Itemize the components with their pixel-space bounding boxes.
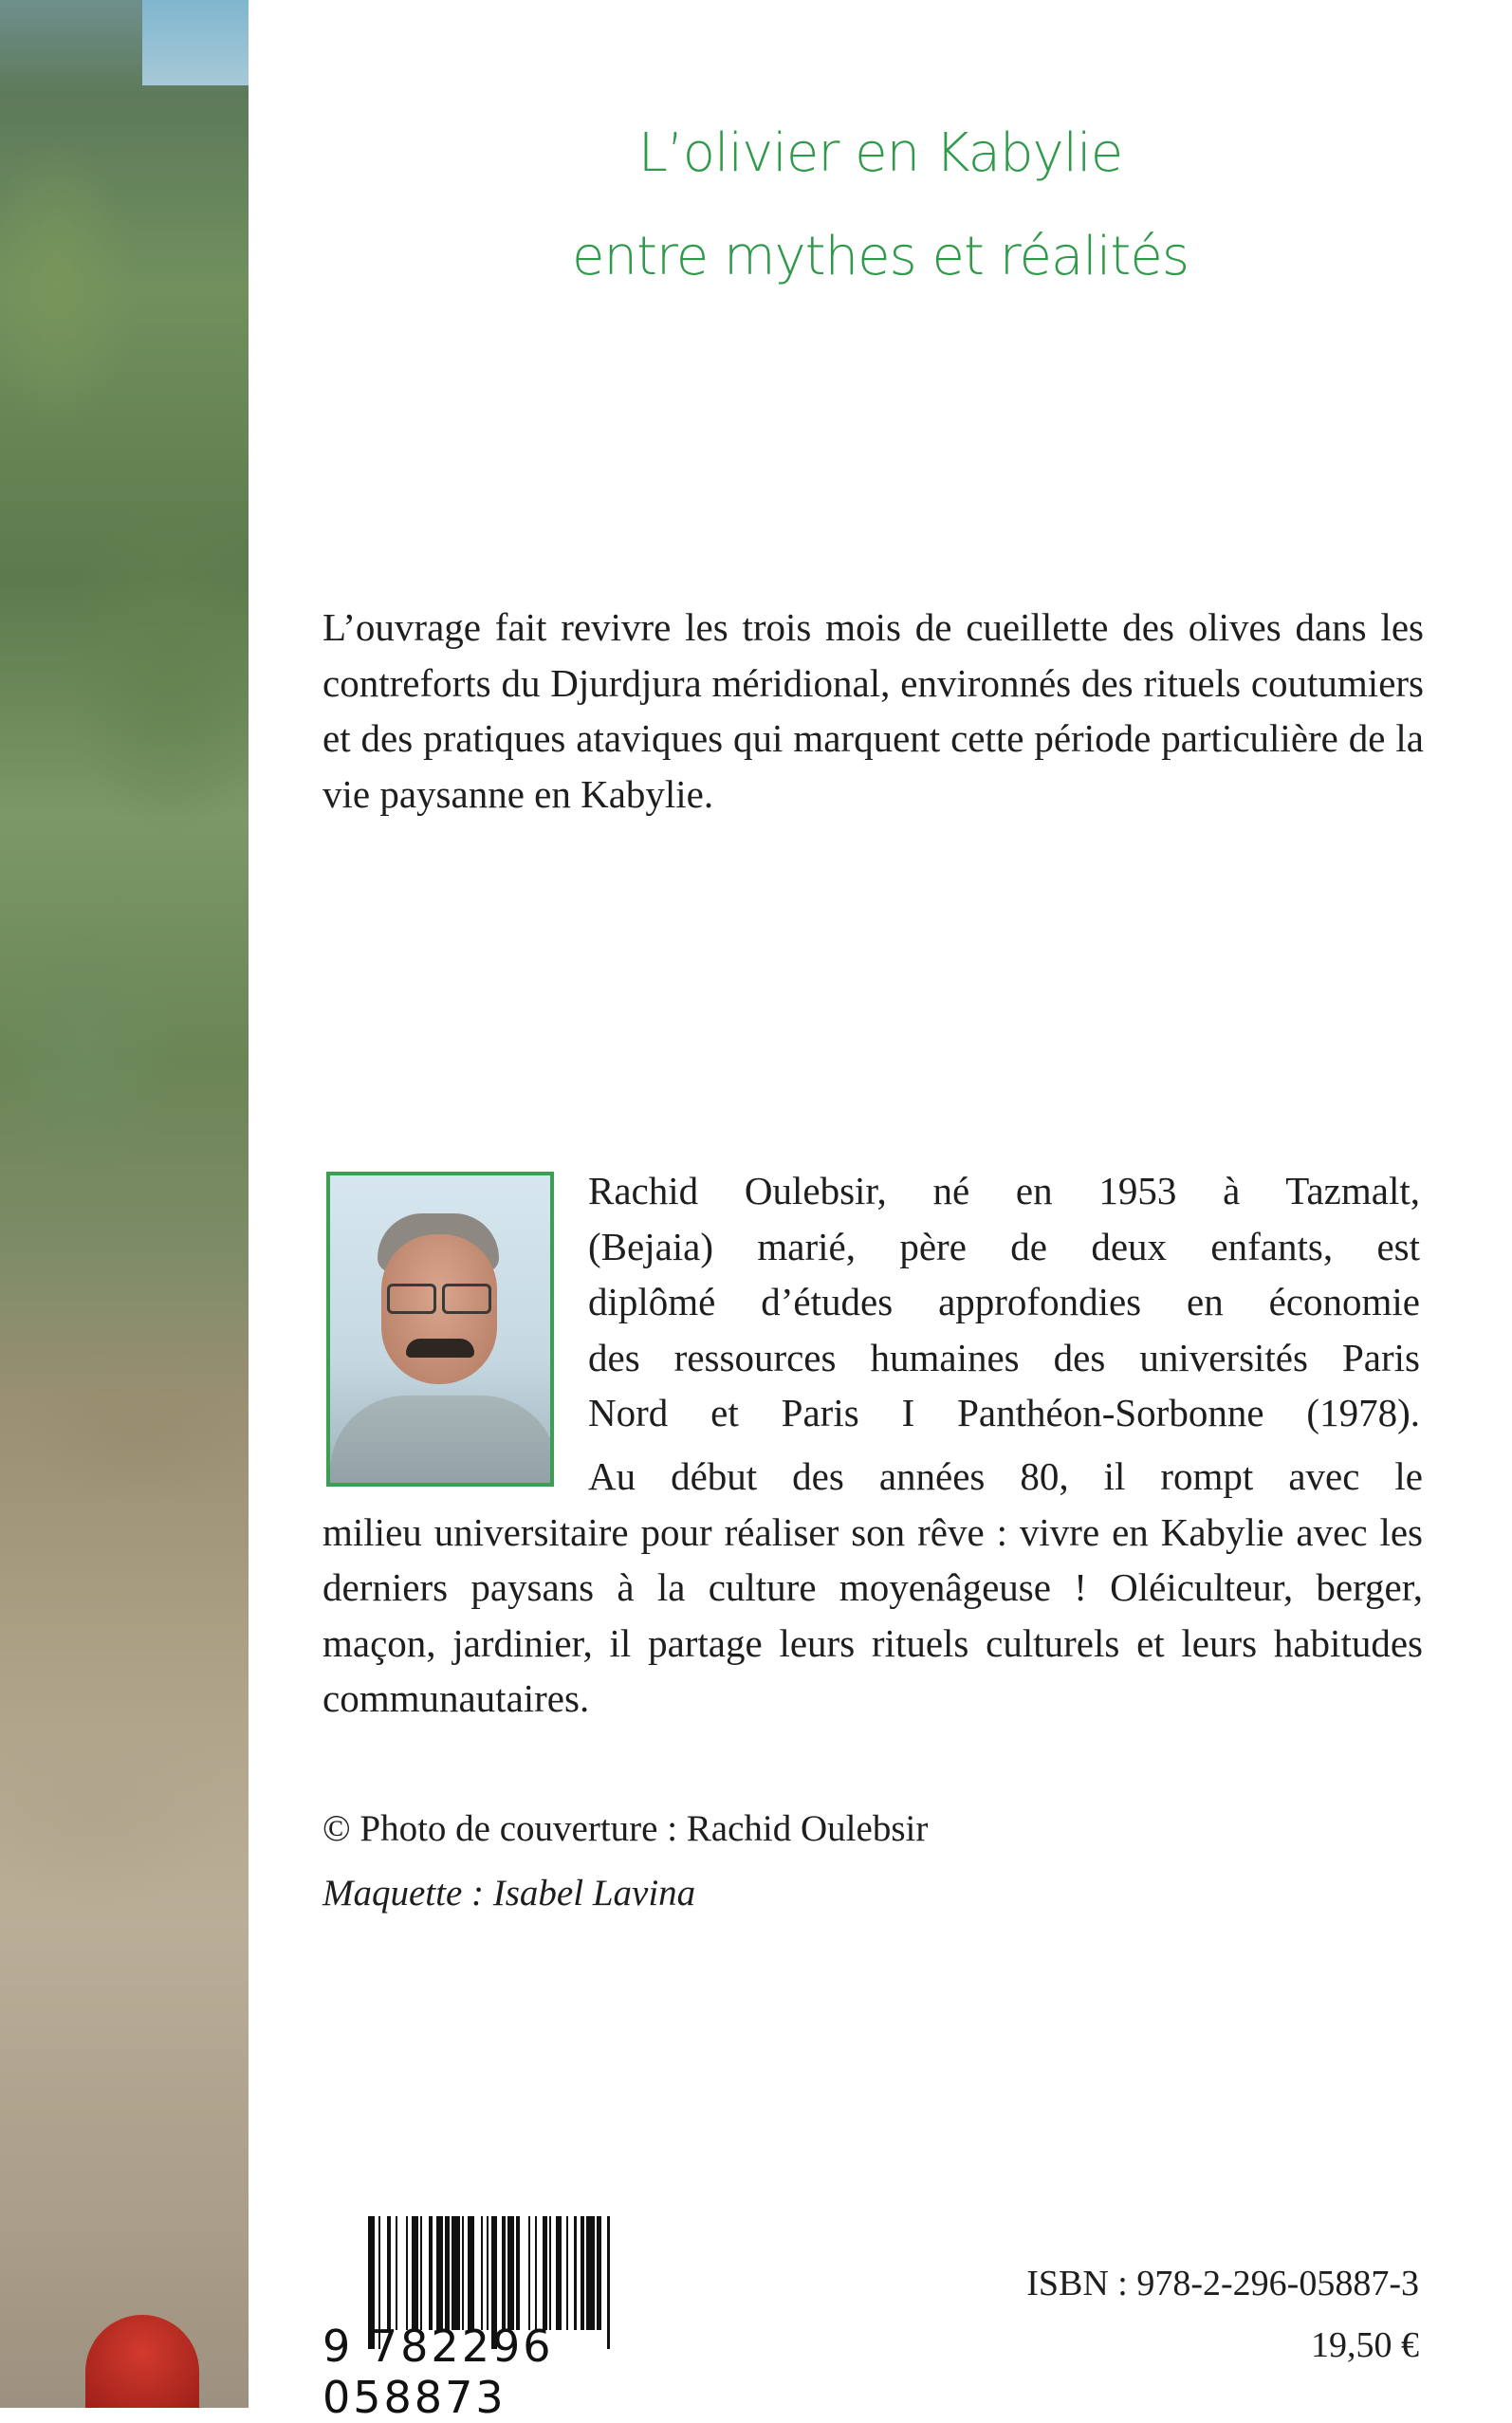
barcode-bar <box>474 2216 481 2330</box>
barcode-bar <box>537 2216 544 2330</box>
barcode-bar <box>507 2216 514 2330</box>
price: 19,50 € <box>1311 2325 1419 2365</box>
barcode-bar <box>586 2216 595 2330</box>
book-title-line-1: L’olivier en Kabylie <box>637 122 1123 184</box>
barcode-digits: 9 782296 058873 <box>323 2321 554 2423</box>
barcode-bar <box>412 2216 418 2330</box>
author-bio-top <box>588 1163 1420 1441</box>
layout-credit: Maquette : Isabel Lavina <box>323 1873 696 1914</box>
barcode-bar <box>380 2216 387 2330</box>
barcode-bar <box>520 2216 528 2330</box>
barcode-bar <box>556 2216 562 2330</box>
isbn: ISBN : 978-2-296-05887-3 <box>1026 2264 1419 2303</box>
barcode-bar <box>422 2216 429 2330</box>
book-summary: L’ouvrage fait revivre les trois mois de cueillette des olives dans les contreforts du Djurdjura méridional, environnés des rituels coutumiers et des pratiques ataviques qui marquent cette période particulière de la vie paysanne en Kabylie. <box>323 605 1424 816</box>
barcode <box>323 2216 734 2423</box>
barcode-bar <box>397 2216 406 2330</box>
portrait-glasses <box>387 1284 491 1310</box>
cover-photo-strip <box>0 0 249 2408</box>
bio-rest-text: milieu universitaire pour réaliser son rêve : vivre en Kabylie avec les derniers paysans à la culture moyenâgeuse ! Oléiculteur, berger, maçon, jardinier, il partage leurs rituels culturels et leurs habitudes communautaires. <box>323 1509 1423 1720</box>
sky-area <box>142 0 249 85</box>
barcode-bar <box>436 2216 443 2330</box>
bio-line: diplômé d’études approfondies en économie <box>588 1280 1420 1323</box>
red-garment-detail <box>85 2315 199 2408</box>
portrait-mustache <box>406 1339 474 1358</box>
bio-line: des ressources humaines des universités Paris <box>588 1335 1420 1379</box>
bio-line: (Bejaia) marié, père de deux enfants, est <box>588 1224 1420 1268</box>
author-portrait-icon <box>326 1172 554 1487</box>
photo-credit: © Photo de couverture : Rachid Oulebsir <box>323 1808 929 1849</box>
author-bio-rest <box>323 1449 1423 1727</box>
barcode-bar <box>452 2216 460 2330</box>
barcode-bar <box>568 2216 575 2330</box>
book-title-line-2: entre mythes et réalités <box>572 226 1189 287</box>
bio-rest-first-line: Au début des années 80, il rompt avec le <box>588 1454 1423 1498</box>
bio-line: Rachid Oulebsir, né en 1953 à Tazmalt, <box>588 1169 1420 1212</box>
bio-line: Nord et Paris I Panthéon-Sorbonne (1978). <box>588 1391 1420 1434</box>
barcode-bar <box>468 2216 474 2330</box>
